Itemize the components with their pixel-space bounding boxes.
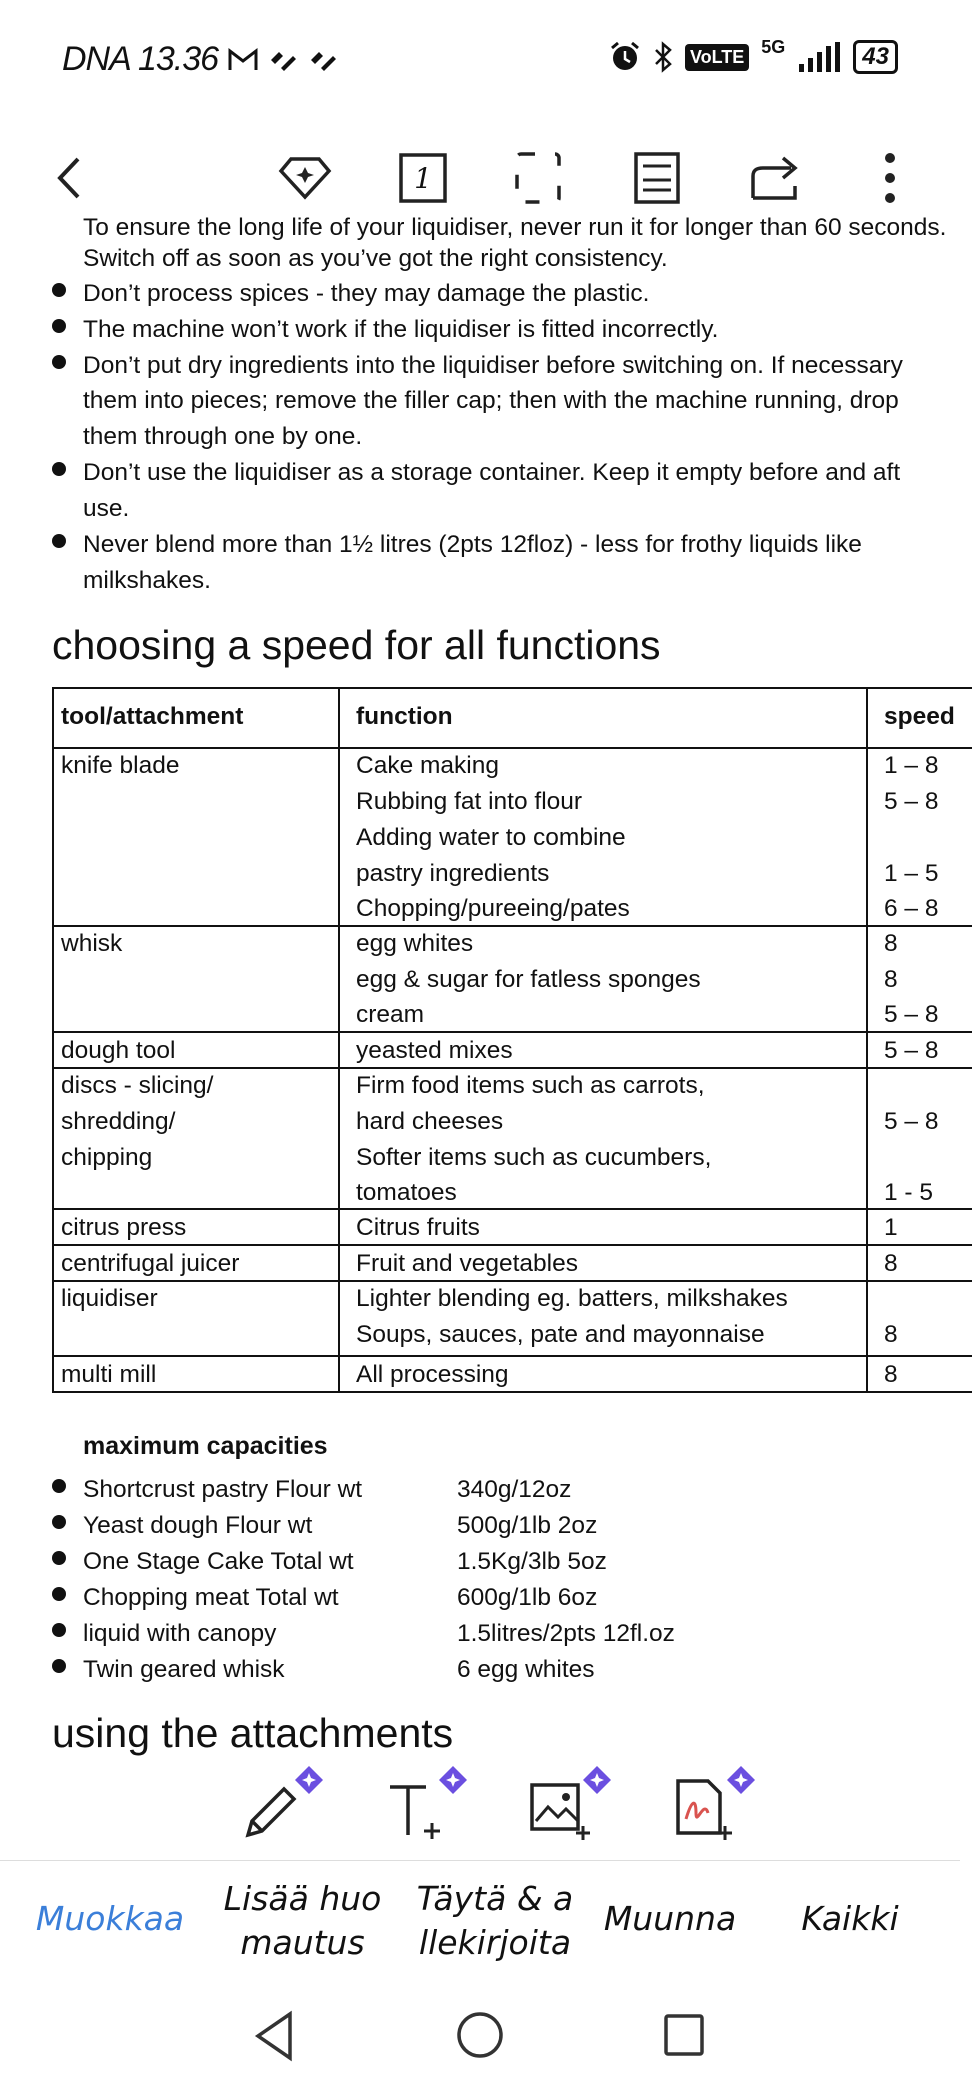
table-cell-tool: liquidiser [61, 1285, 158, 1312]
table-cell-speed: 8 [884, 1250, 898, 1277]
system-nav-bar [0, 2002, 960, 2078]
capacity-label: One Stage Cake Total wt [83, 1548, 354, 1575]
table-cell-function: Rubbing fat into flour [356, 788, 583, 815]
table-cell-function: hard cheeses [356, 1108, 504, 1135]
text-line: Don’t use the liquidiser as a storage container. Keep it empty before and aft [83, 459, 901, 486]
table-header: speed [884, 703, 955, 730]
app-notification-icon [268, 48, 298, 72]
add-signature-tool-button[interactable] [670, 1775, 750, 1845]
add-image-tool-button[interactable] [526, 1775, 606, 1845]
premium-diamond-icon [275, 153, 335, 203]
table-cell-function: Cake making [356, 752, 499, 779]
bullet [52, 534, 66, 548]
section-heading: choosing a speed for all functions [52, 622, 661, 668]
more-options-button[interactable] [860, 148, 920, 208]
table-cell-function: cream [356, 1001, 425, 1028]
bullet [52, 1551, 66, 1565]
text-line: The machine won’t work if the liquidiser is fitted incorrectly. [83, 316, 719, 343]
speed-table [52, 687, 972, 1393]
tab-edit[interactable]: Muokkaa [35, 1899, 185, 1938]
share-button[interactable] [745, 148, 805, 208]
bullet [52, 1515, 66, 1529]
nav-recents-icon[interactable] [662, 2012, 706, 2058]
status-bar [0, 0, 960, 120]
table-cell-function: tomatoes [356, 1179, 457, 1206]
add-text-tool-button[interactable] [382, 1775, 462, 1845]
capacity-value: 340g/12oz [457, 1476, 572, 1503]
text-line: them into pieces; remove the filler cap; then with the machine running, drop [83, 387, 899, 414]
table-cell-function: egg & sugar for fatless sponges [356, 966, 701, 993]
page-number-label: 1 [414, 161, 432, 195]
bullet [52, 462, 66, 476]
bluetooth-icon [653, 41, 673, 73]
table-cell-speed: 1 – 8 [884, 752, 939, 779]
table-cell-function: egg whites [356, 930, 474, 957]
section-heading: using the attachments [52, 1710, 454, 1756]
fullscreen-button[interactable] [508, 148, 568, 208]
tab-all[interactable]: Kaikki [801, 1899, 899, 1938]
table-cell-tool: knife blade [61, 752, 180, 779]
table-cell-speed: 8 [884, 930, 898, 957]
capacities-title: maximum capacities [83, 1432, 328, 1460]
table-cell-function: yeasted mixes [356, 1037, 513, 1064]
table-cell-function: Softer items such as cucumbers, [356, 1144, 712, 1171]
bullet [52, 319, 66, 333]
more-options-icon [880, 150, 900, 206]
text-line: Don’t put dry ingredients into the liquidiser before switching on. If necessary [83, 352, 903, 379]
capacity-label: liquid with canopy [83, 1620, 277, 1647]
table-cell-speed: 5 – 8 [884, 788, 939, 815]
table-cell-tool: dough tool [61, 1037, 176, 1064]
table-cell-speed: 8 [884, 1321, 898, 1348]
bullet [52, 1623, 66, 1637]
capacity-label: Yeast dough Flour wt [83, 1512, 313, 1539]
pdf-page-view[interactable] [0, 214, 960, 1756]
edit-tools-row [0, 1747, 960, 1867]
volte-badge: VoLTE [685, 44, 749, 71]
bullet [52, 1587, 66, 1601]
table-cell-tool: chipping [61, 1144, 153, 1171]
table-cell-function: Fruit and vegetables [356, 1250, 578, 1277]
table-cell-function: Lighter blending eg. batters, milkshakes [356, 1285, 788, 1312]
table-cell-speed: 8 [884, 1361, 898, 1388]
signal-icon [797, 42, 841, 72]
reader-mode-button[interactable] [627, 148, 687, 208]
bullet [52, 1659, 66, 1673]
bottom-panel [0, 1747, 960, 2078]
table-cell-tool: shredding/ [61, 1108, 176, 1135]
back-icon [50, 153, 90, 203]
capacity-value: 500g/1lb 2oz [457, 1512, 598, 1539]
capacity-value: 600g/1lb 6oz [457, 1584, 598, 1611]
table-cell-speed: 1 – 5 [884, 860, 939, 887]
tab-fill-sign[interactable]: Täytä & a llekirjoita [416, 1879, 574, 1962]
premium-button[interactable] [275, 148, 335, 208]
table-cell-function: Citrus fruits [356, 1214, 480, 1241]
status-left [62, 40, 338, 79]
network-type: 5G [761, 36, 786, 57]
carrier-time: DNA 13.36 [62, 40, 219, 78]
share-icon [747, 150, 803, 206]
back-button[interactable] [40, 148, 100, 208]
app-notification-icon [308, 48, 338, 72]
table-cell-speed: 5 – 8 [884, 1108, 939, 1135]
divider [0, 1860, 960, 1861]
page-number-button[interactable] [393, 148, 453, 208]
ai-sparkle-icon [582, 1765, 612, 1795]
table-cell-function: pastry ingredients [356, 860, 550, 887]
table-cell-function: Adding water to combine [356, 824, 626, 851]
table-cell-tool: multi mill [61, 1361, 157, 1388]
table-cell-function: Chopping/pureeing/pates [356, 895, 630, 922]
capacity-label: Twin geared whisk [83, 1656, 285, 1683]
table-cell-tool: discs - slicing/ [61, 1072, 214, 1099]
table-header: function [356, 703, 453, 730]
table-cell-function: Soups, sauces, pate and mayonnaise [356, 1321, 765, 1348]
gmail-icon [228, 48, 258, 72]
table-header: tool/attachment [61, 703, 244, 730]
reader-mode-icon [632, 150, 682, 206]
text-line: Don’t process spices - they may damage the plastic. [83, 280, 650, 307]
table-cell-speed: 6 – 8 [884, 895, 939, 922]
status-right [609, 36, 898, 74]
table-cell-speed: 1 [884, 1214, 898, 1241]
ai-sparkle-icon [726, 1765, 756, 1795]
text-line: use. [83, 495, 130, 522]
table-cell-speed: 8 [884, 966, 898, 993]
ai-sparkle-icon [294, 1765, 324, 1795]
text-line: them through one by one. [83, 423, 363, 450]
battery-indicator: 43 [853, 40, 898, 74]
capacity-label: Shortcrust pastry Flour wt [83, 1476, 363, 1503]
bullet [52, 355, 66, 369]
nav-home-icon[interactable] [455, 2010, 505, 2060]
capacity-value: 6 egg whites [457, 1656, 595, 1683]
table-cell-tool: citrus press [61, 1214, 187, 1241]
alarm-icon [609, 41, 641, 73]
capacity-value: 1.5Kg/3lb 5oz [457, 1548, 607, 1575]
table-cell-speed: 5 – 8 [884, 1001, 939, 1028]
partial-text-line: To ensure the long life of your liquidiser, never run it for longer than 60 seconds. [83, 214, 947, 241]
table-cell-function: All processing [356, 1361, 509, 1388]
tab-convert[interactable]: Muunna [603, 1899, 737, 1938]
text-line: Never blend more than 1½ litres (2pts 12floz) - less for frothy liquids like [83, 531, 862, 558]
text-line: milkshakes. [83, 567, 211, 594]
capacity-value: 1.5litres/2pts 12fl.oz [457, 1620, 675, 1647]
capacity-label: Chopping meat Total wt [83, 1584, 339, 1611]
bullet [52, 1479, 66, 1493]
ai-sparkle-icon [438, 1765, 468, 1795]
table-cell-speed: 5 – 8 [884, 1037, 939, 1064]
table-cell-tool: centrifugal juicer [61, 1250, 240, 1277]
table-cell-speed: 1 - 5 [884, 1179, 934, 1206]
tab-add-note[interactable]: Lisää huo mautus [223, 1879, 382, 1962]
table-cell-tool: whisk [61, 930, 123, 957]
nav-back-icon[interactable] [252, 2010, 296, 2062]
text-line: Switch off as soon as you’ve got the right consistency. [83, 245, 668, 272]
bullet [52, 283, 66, 297]
draw-tool-button[interactable] [238, 1775, 318, 1845]
table-cell-function: Firm food items such as carrots, [356, 1072, 705, 1099]
fullscreen-icon [513, 150, 563, 206]
